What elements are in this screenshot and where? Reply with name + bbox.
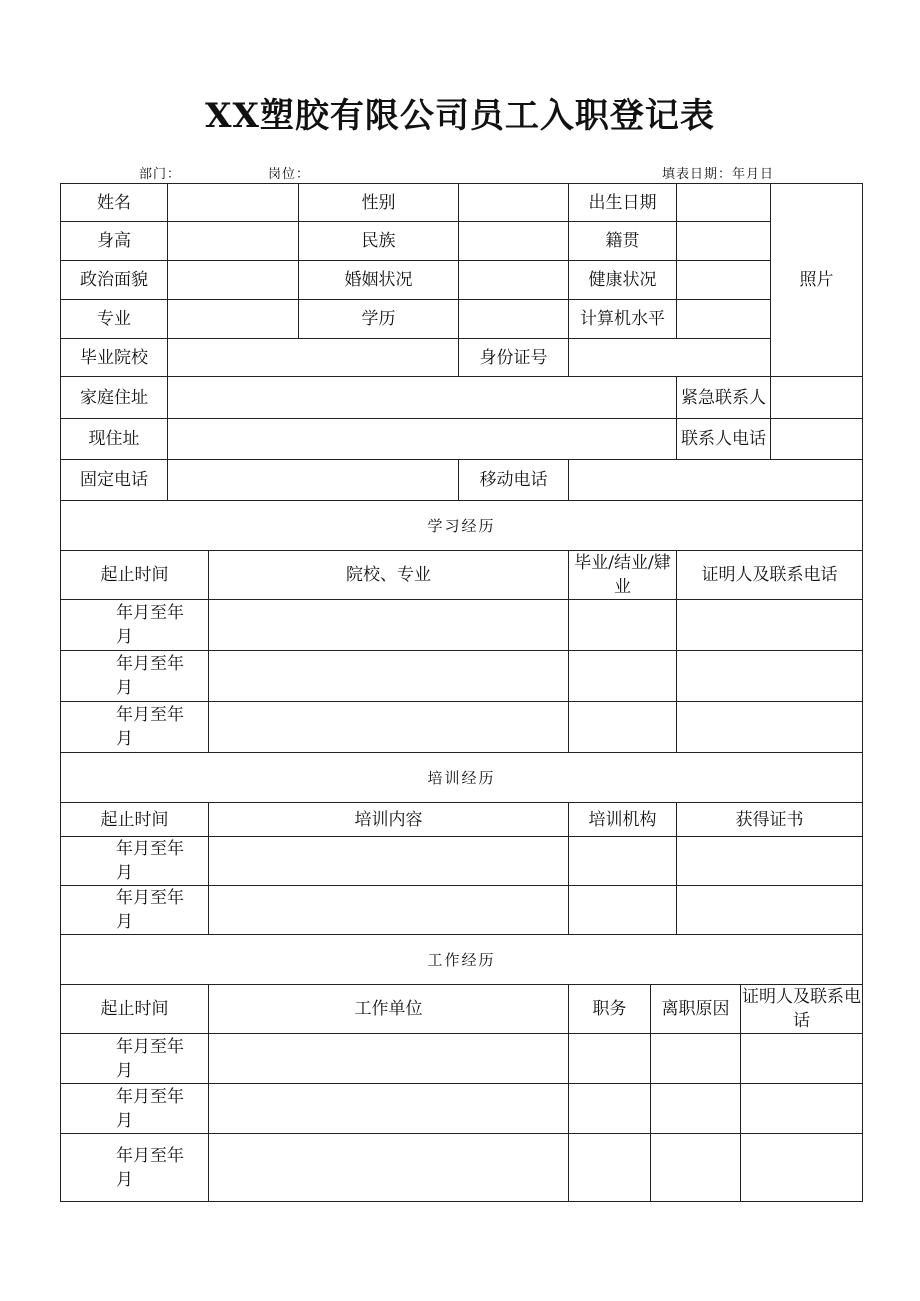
work-period-cell: 年月至年月 [61, 1134, 209, 1202]
education-reference-field[interactable] [677, 702, 863, 753]
work-section-header [61, 935, 863, 985]
education-status-field[interactable] [569, 600, 677, 651]
education-school-field[interactable] [209, 600, 569, 651]
personal-row-7 [61, 419, 863, 460]
education-status-field[interactable] [569, 651, 677, 702]
work-title-header: 职务 [569, 985, 651, 1034]
mobile-field[interactable] [569, 460, 863, 501]
contact-phone-field[interactable] [771, 419, 863, 460]
training-header-row [61, 803, 863, 837]
work-period-cell: 年月至年月 [61, 1084, 209, 1134]
personal-row-5 [61, 339, 863, 377]
education-row [61, 600, 863, 651]
work-title-field[interactable] [569, 1084, 651, 1134]
birth-date-label: 出生日期 [569, 184, 677, 222]
training-row [61, 837, 863, 886]
graduate-school-field[interactable] [168, 339, 459, 377]
education-school-header: 院校、专业 [209, 551, 569, 600]
work-row [61, 1134, 863, 1202]
education-status-header: 毕业/结业/肄业 [569, 551, 677, 600]
work-section-title: 工作经历 [61, 935, 863, 985]
emergency-contact-field[interactable] [771, 377, 863, 419]
graduate-school-label: 毕业院校 [61, 339, 168, 377]
current-address-field[interactable] [168, 419, 677, 460]
page-title: XX塑胶有限公司员工入职登记表 [205, 96, 715, 136]
ethnicity-field[interactable] [459, 222, 569, 261]
work-header-row [61, 985, 863, 1034]
work-reference-field[interactable] [741, 1084, 863, 1134]
training-row [61, 886, 863, 935]
education-status-field[interactable] [569, 702, 677, 753]
health-status-label: 健康状况 [569, 261, 677, 300]
political-status-label: 政治面貌 [61, 261, 168, 300]
native-place-field[interactable] [677, 222, 771, 261]
training-period-header: 起止时间 [61, 803, 209, 837]
name-label: 姓名 [61, 184, 168, 222]
id-number-field[interactable] [569, 339, 771, 377]
personal-row-4 [61, 300, 863, 339]
education-period-cell: 年月至年月 [61, 702, 209, 753]
work-employer-field[interactable] [209, 1134, 569, 1202]
education-school-field[interactable] [209, 702, 569, 753]
work-period-cell: 年月至年月 [61, 1034, 209, 1084]
education-field[interactable] [459, 300, 569, 339]
birth-date-field[interactable] [677, 184, 771, 222]
education-reference-field[interactable] [677, 600, 863, 651]
education-header-row [61, 551, 863, 600]
major-field[interactable] [168, 300, 299, 339]
education-reference-field[interactable] [677, 651, 863, 702]
education-period-header: 起止时间 [61, 551, 209, 600]
gender-label: 性别 [299, 184, 459, 222]
registration-form-table [60, 183, 863, 1202]
ethnicity-label: 民族 [299, 222, 459, 261]
contact-phone-label: 联系人电话 [677, 419, 771, 460]
work-row [61, 1084, 863, 1134]
work-period-header: 起止时间 [61, 985, 209, 1034]
education-row [61, 702, 863, 753]
mobile-label: 移动电话 [459, 460, 569, 501]
personal-row-1 [61, 184, 863, 222]
photo-box[interactable]: 照片 [771, 184, 863, 377]
education-label: 学历 [299, 300, 459, 339]
position-label: 岗位： [268, 167, 311, 182]
training-institution-field[interactable] [569, 886, 677, 935]
work-reason-field[interactable] [651, 1034, 741, 1084]
personal-row-3 [61, 261, 863, 300]
gender-field[interactable] [459, 184, 569, 222]
training-certificate-header: 获得证书 [677, 803, 863, 837]
work-reference-header: 证明人及联系电话 [741, 985, 863, 1034]
work-employer-header: 工作单位 [209, 985, 569, 1034]
training-content-header: 培训内容 [209, 803, 569, 837]
work-employer-field[interactable] [209, 1034, 569, 1084]
work-reason-header: 离职原因 [651, 985, 741, 1034]
emergency-contact-label: 紧急联系人 [677, 377, 771, 419]
personal-row-8 [61, 460, 863, 501]
marital-status-label: 婚姻状况 [299, 261, 459, 300]
training-certificate-field[interactable] [677, 886, 863, 935]
home-address-field[interactable] [168, 377, 677, 419]
work-title-field[interactable] [569, 1134, 651, 1202]
training-period-cell: 年月至年月 [61, 886, 209, 935]
current-address-label: 现住址 [61, 419, 168, 460]
landline-field[interactable] [168, 460, 459, 501]
education-section-title: 学习经历 [61, 501, 863, 551]
training-institution-field[interactable] [569, 837, 677, 886]
work-row [61, 1034, 863, 1084]
personal-row-2 [61, 222, 863, 261]
education-period-cell: 年月至年月 [61, 651, 209, 702]
department-label: 部门： [139, 167, 182, 182]
training-certificate-field[interactable] [677, 837, 863, 886]
computer-level-label: 计算机水平 [569, 300, 677, 339]
work-title-field[interactable] [569, 1034, 651, 1084]
political-status-field[interactable] [168, 261, 299, 300]
fill-date-label: 填表日期：年月日 [662, 167, 775, 182]
major-label: 专业 [61, 300, 168, 339]
education-school-field[interactable] [209, 651, 569, 702]
training-section-title: 培训经历 [61, 753, 863, 803]
home-address-label: 家庭住址 [61, 377, 168, 419]
training-content-field[interactable] [209, 837, 569, 886]
education-period-cell: 年月至年月 [61, 600, 209, 651]
landline-label: 固定电话 [61, 460, 168, 501]
work-employer-field[interactable] [209, 1084, 569, 1134]
work-reason-field[interactable] [651, 1084, 741, 1134]
training-section-header [61, 753, 863, 803]
education-reference-header: 证明人及联系电话 [677, 551, 863, 600]
name-field[interactable] [168, 184, 299, 222]
training-institution-header: 培训机构 [569, 803, 677, 837]
health-status-field[interactable] [677, 261, 771, 300]
education-section-header [61, 501, 863, 551]
personal-row-6 [61, 377, 863, 419]
marital-status-field[interactable] [459, 261, 569, 300]
work-reference-field[interactable] [741, 1034, 863, 1084]
height-field[interactable] [168, 222, 299, 261]
training-period-cell: 年月至年月 [61, 837, 209, 886]
id-number-label: 身份证号 [459, 339, 569, 377]
computer-level-field[interactable] [677, 300, 771, 339]
height-label: 身高 [61, 222, 168, 261]
training-content-field[interactable] [209, 886, 569, 935]
education-row [61, 651, 863, 702]
native-place-label: 籍贯 [569, 222, 677, 261]
work-reason-field[interactable] [651, 1134, 741, 1202]
work-reference-field[interactable] [741, 1134, 863, 1202]
